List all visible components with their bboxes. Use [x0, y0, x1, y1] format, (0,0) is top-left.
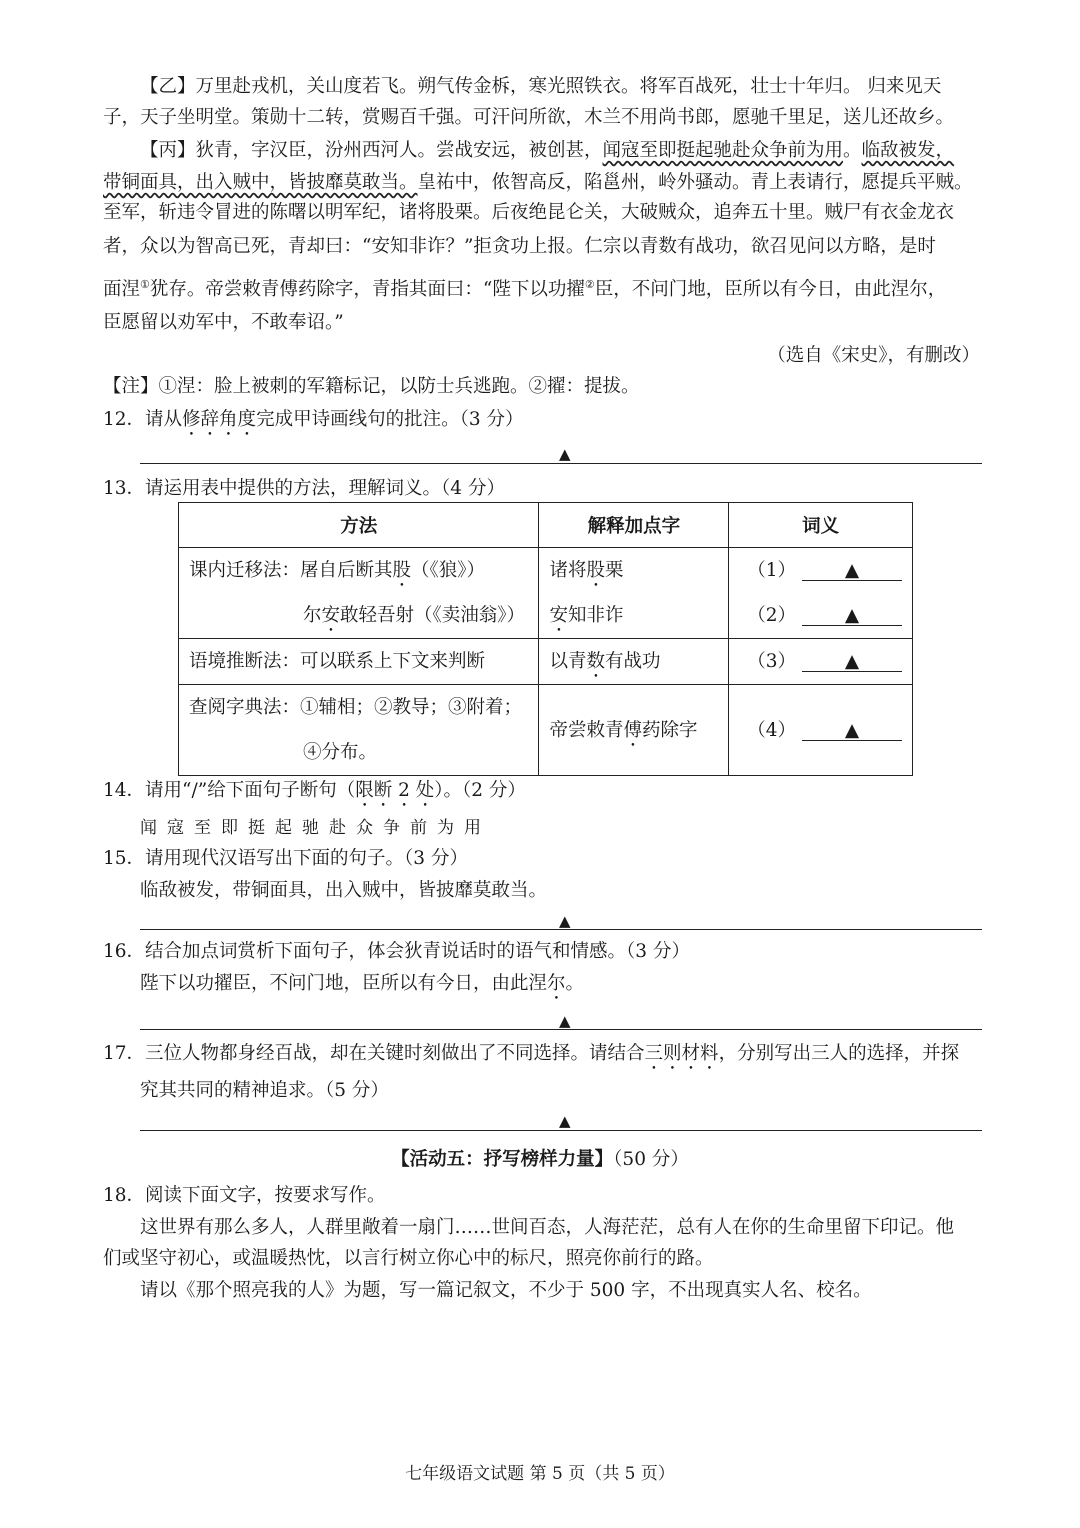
question-18: 18．阅读下面文字，按要求写作。	[103, 1185, 386, 1206]
answer-triangle: ▲	[559, 445, 571, 463]
method-text: 尔	[303, 605, 322, 626]
q17-text: ，分别写出三人的选择，并探	[718, 1043, 960, 1064]
meaning-line	[747, 593, 902, 638]
word-text: 知非诈	[567, 605, 624, 626]
question-15: 15．请用现代汉语写出下面的句子。（3 分）	[103, 848, 468, 869]
dotted-char: 数	[586, 651, 605, 672]
q12-text: 完成甲诗画线句的批注。（3 分）	[256, 409, 524, 430]
bing-text: 面涅	[103, 279, 141, 301]
method-cell	[179, 639, 539, 685]
question-12	[103, 407, 983, 440]
bing-text: 犹存。帝尝敕青傅药除字，青指其面曰：“陛下以功擢	[149, 279, 585, 301]
answer-blank[interactable]: ▲	[802, 562, 902, 581]
dotted-char: 安	[549, 605, 568, 626]
q18-para-3: 请以《那个照亮我的人》为题，写一篇记叙文，不少于 500 字，不出现真实人名、校名。	[140, 1280, 872, 1301]
underlined-phrase: 临敌被发，	[861, 140, 955, 161]
note: 【注】①涅：脸上被刺的军籍标记，以防士兵逃跑。②擢：提拔。	[103, 376, 640, 397]
q14-text: 14．请用“/”给下面句子断句（	[103, 780, 356, 801]
method-line	[189, 593, 528, 638]
meaning-cell	[729, 639, 913, 685]
activity-heading	[0, 1147, 1080, 1173]
underlined-phrase: 闻寇至即挺起驰赴众争前为用	[602, 140, 844, 161]
method-text: 敢轻吾射（《卖油翁》）	[340, 605, 526, 626]
bing-line-1	[140, 138, 1020, 164]
q16-text: 。	[565, 973, 585, 994]
bing-line-4: 者，众以为智高已死，青却曰：“安知非诈？”拒贪功上报。仁宗以青数有战功，欲召见问以方略，是时	[103, 236, 936, 257]
meaning-line	[747, 639, 902, 684]
item-number: （2）	[747, 605, 796, 626]
answer-blank[interactable]: ▲	[802, 607, 902, 626]
meaning-cell	[729, 685, 913, 776]
word-cell	[539, 639, 729, 685]
q18-para-2: 们或坚守初心，或温暖热忱，以言行树立你心中的标尺，照亮你前行的路。	[103, 1248, 714, 1269]
item-number: （4）	[747, 719, 796, 741]
yi-line-2: 子，天子坐明堂。策勋十二转，赏赐百千强。可汗问所欲，木兰不用尚书郎，愿驰千里足，送儿还故乡。	[103, 107, 955, 128]
activity-title: 【活动五：抒写榜样力量】	[391, 1149, 614, 1170]
word-line	[549, 639, 718, 684]
answer-triangle: ▲	[559, 1012, 571, 1030]
underlined-phrase: 带铜面具，出入贼中，皆披靡莫敢当。	[103, 172, 418, 193]
dotted-text: 三则材料	[644, 1043, 719, 1064]
q12-text: 12．请从	[103, 409, 183, 430]
dotted-char: 傅	[623, 719, 642, 741]
bing-text: 【丙】狄青，字汉臣，汾州西河人。尝战安远，被创甚，	[140, 140, 603, 161]
item-number: （1）	[747, 560, 796, 581]
item-number: （3）	[747, 651, 796, 672]
question-14	[103, 778, 983, 811]
method-line: 语境推断法：可以联系上下文来判断	[189, 651, 486, 672]
word-text: 以青	[549, 651, 587, 672]
method-cell	[179, 685, 539, 776]
q14-text: ）。（2 分）	[434, 780, 526, 801]
header-method: 方法	[179, 503, 539, 548]
method-text: （《狼》）	[411, 560, 486, 581]
method-line: ④分布。	[303, 742, 378, 763]
answer-line[interactable]	[140, 929, 982, 930]
bing-text: 。	[843, 140, 862, 161]
bing-line-5	[103, 272, 983, 303]
word-line	[549, 548, 718, 593]
dotted-char: 安	[321, 605, 341, 626]
bing-text: 皇祐中，侬智高反，陷邕州，岭外骚动。青上表请行，愿提兵平贼。	[417, 172, 973, 193]
q17-text: 17．三位人物都身经百战，却在关键时刻做出了不同选择。请结合	[103, 1043, 645, 1064]
answer-triangle: ▲	[559, 1112, 571, 1130]
dotted-char: 尔	[547, 973, 566, 994]
method-cell	[179, 548, 539, 639]
bing-line-2	[103, 170, 983, 196]
answer-blank[interactable]: ▲	[802, 653, 902, 672]
answer-line[interactable]	[140, 463, 982, 464]
answer-line[interactable]	[140, 1029, 982, 1030]
dotted-char: 股	[586, 560, 605, 581]
dotted-char: 股	[392, 560, 412, 581]
meaning-line	[747, 548, 902, 593]
bing-text: 臣，不问门地，臣所以有今日，由此涅尔，	[594, 279, 947, 301]
word-line	[549, 593, 718, 638]
word-text: 栗	[604, 560, 624, 581]
dotted-text: 修辞角度	[182, 409, 257, 430]
q15-sentence: 临敌被发，带铜面具，出入贼中，皆披靡莫敢当。	[140, 880, 548, 901]
source: （选自《宋史》，有删改）	[767, 345, 980, 366]
q14-sentence[interactable]: 闻寇至即挺起驰赴众争前为用	[140, 818, 491, 838]
answer-triangle: ▲	[559, 912, 571, 930]
method-text: 课内迁移法：屠自后断其	[189, 560, 393, 581]
word-text: 帝尝敕青	[549, 719, 624, 741]
vocab-table	[178, 502, 913, 776]
meaning-cell	[729, 548, 913, 639]
question-16: 16．结合加点词赏析下面句子，体会狄青说话时的语气和情感。（3 分）	[103, 941, 690, 962]
bing-line-3: 至军，斩违令冒进的陈曙以明军纪，诸将股栗。后夜绝昆仑关，大破贼众，追奔五十里。贼尸有衣金龙衣	[103, 202, 955, 223]
meaning-line	[747, 708, 902, 753]
method-line: 查阅字典法：①辅相；②教导；③附着；	[189, 697, 523, 718]
question-17	[103, 1041, 983, 1074]
page-footer: 七年级语文试题 第 5 页（共 5 页）	[405, 1464, 675, 1484]
method-line	[189, 548, 528, 593]
header-meaning: 词义	[729, 503, 913, 548]
word-line	[549, 708, 718, 753]
activity-score: （50 分）	[613, 1149, 689, 1170]
word-text: 有战功	[604, 651, 661, 672]
bing-line-6: 臣愿留以劝军中，不敢奉诏。”	[103, 312, 344, 333]
yi-line-1: 【乙】万里赴戎机，关山度若飞。朔气传金柝，寒光照铁衣。将军百战死，壮士十年归。 归来见天	[140, 76, 942, 97]
q16-text: 陛下以功擢臣，不问门地，臣所以有今日，由此涅	[140, 973, 548, 994]
word-cell	[539, 685, 729, 776]
q18-para-1: 这世界有那么多人，人群里敞着一扇门……世间百态，人海茫茫，总有人在你的生命里留下印记。他	[140, 1217, 955, 1238]
question-17-line-2: 究其共同的精神追求。（5 分）	[140, 1080, 389, 1101]
footnote-mark: ①	[140, 278, 150, 291]
word-text: 药除字	[641, 719, 698, 741]
answer-line[interactable]	[140, 1130, 982, 1131]
word-cell	[539, 548, 729, 639]
answer-blank[interactable]: ▲	[802, 722, 902, 741]
q16-sentence	[140, 971, 1020, 1004]
word-text: 诸将	[549, 560, 587, 581]
header-word: 解释加点字	[539, 503, 729, 548]
question-13: 13．请运用表中提供的方法，理解词义。（4 分）	[103, 478, 505, 499]
dotted-text: 限断 2 处	[355, 780, 435, 801]
footnote-mark: ②	[584, 278, 595, 291]
